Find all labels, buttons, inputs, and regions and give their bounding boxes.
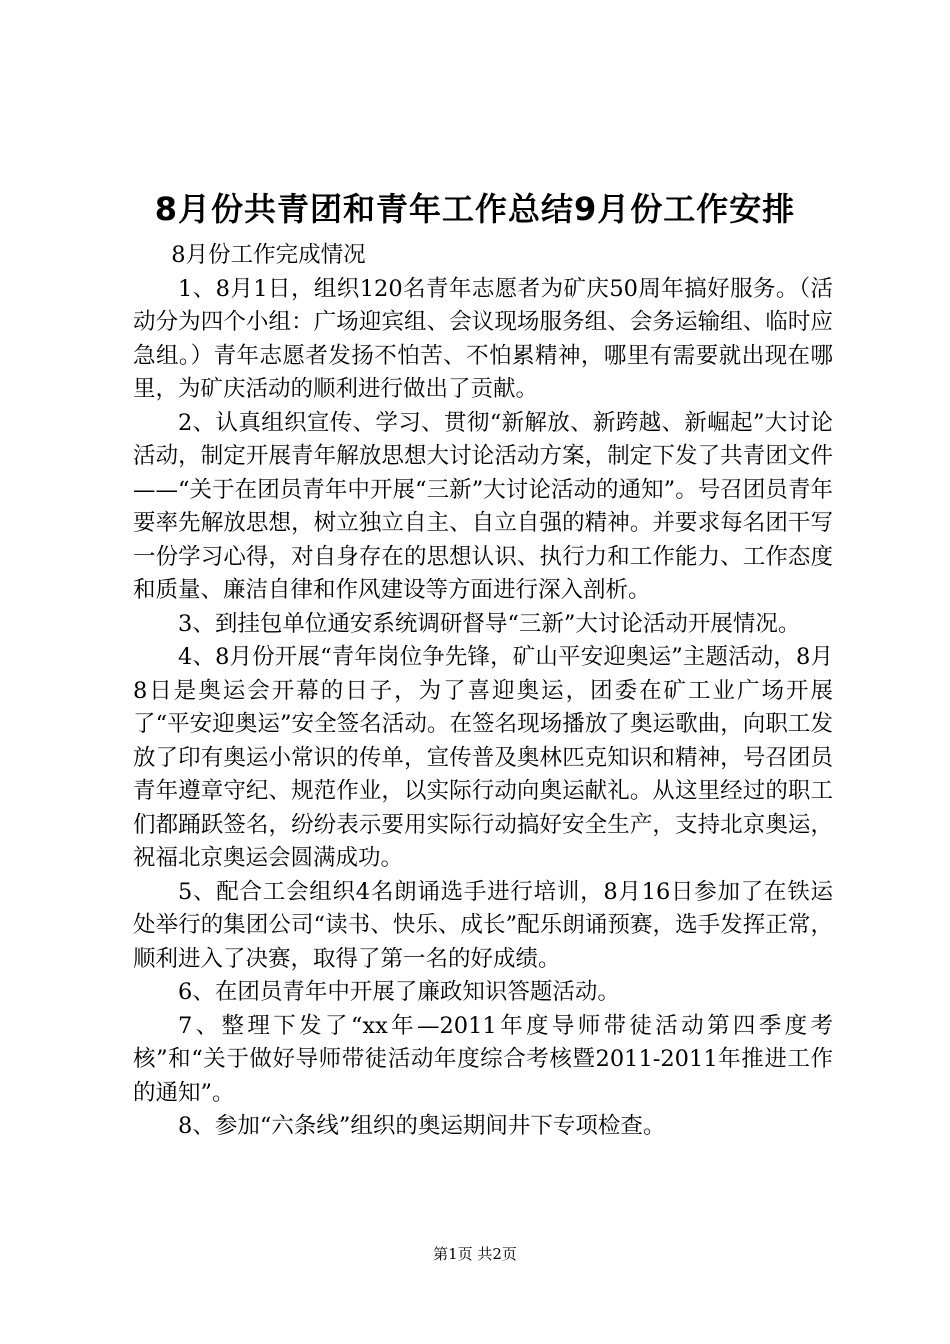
document-title: 8月份共青团和青年工作总结9月份工作安排 [154, 190, 796, 228]
paragraph-item-7: 7、整理下发了“xx年—2011年度导师带徒活动第四季度考核”和“关于做好导师带徒活动年度综合考核暨2011-2011年推进工作的通知”。 [133, 1012, 833, 1106]
paragraph-item-5: 5、配合工会组织4名朗诵选手进行培训，8月16日参加了在铁运处举行的集团公司“读书、快乐、成长”配乐朗诵预赛，选手发挥正常，顺利进入了决赛，取得了第一名的好成绩。 [133, 878, 833, 972]
page-number-footer: 第1页 共2页 [433, 1245, 517, 1263]
paragraph-item-8: 8、参加“六条线”组织的奥运期间井下专项检查。 [178, 1113, 666, 1139]
paragraph-item-6: 6、在团员青年中开展了廉政知识答题活动。 [178, 979, 620, 1005]
paragraph-item-3: 3、到挂包单位通安系统调研督导“三新”大讨论活动开展情况。 [178, 610, 801, 637]
paragraph-item-1: 1、8月1日，组织120名青年志愿者为矿庆50周年搞好服务。（活动分为四个小组：广场迎宾组、会议现场服务组、会务运输组、临时应急组。）青年志愿者发扬不怕苦、不怕累精神，哪里有需要就出现在哪里，为矿庆活动的顺利进行做出了贡献。 [133, 275, 833, 402]
section-subheading: 8月份工作完成情况 [171, 242, 366, 268]
paragraph-item-4: 4、8月份开展“青年岗位争先锋，矿山平安迎奥运”主题活动，8月8日是奥运会开幕的日子，为了喜迎奥运，团委在矿工业广场开展了“平安迎奥运”安全签名活动。在签名现场播放了奥运歌曲，向职工发放了印有奥运小常识的传单，宣传普及奥林匹克知识和精神，号召团员青年遵章守纪、规范作业，以实际行动向奥运献礼。从这里经过的职工们都踊跃签名，纷纷表示要用实际行动搞好安全生产，支持北京奥运，祝福北京奥运会圆满成功。 [133, 644, 833, 871]
document-body [133, 239, 833, 1144]
paragraph-item-2: 2、认真组织宣传、学习、贯彻“新解放、新跨越、新崛起”大讨论活动，制定开展青年解放思想大讨论活动方案，制定下发了共青团文件——“关于在团员青年中开展“三新”大讨论活动的通知”。号召团员青年要率先解放思想，树立独立自主、自立自强的精神。并要求每名团干写一份学习心得，对自身存在的思想认识、执行力和工作能力、工作态度和质量、廉洁自律和作风建设等方面进行深入剖析。 [133, 409, 833, 603]
